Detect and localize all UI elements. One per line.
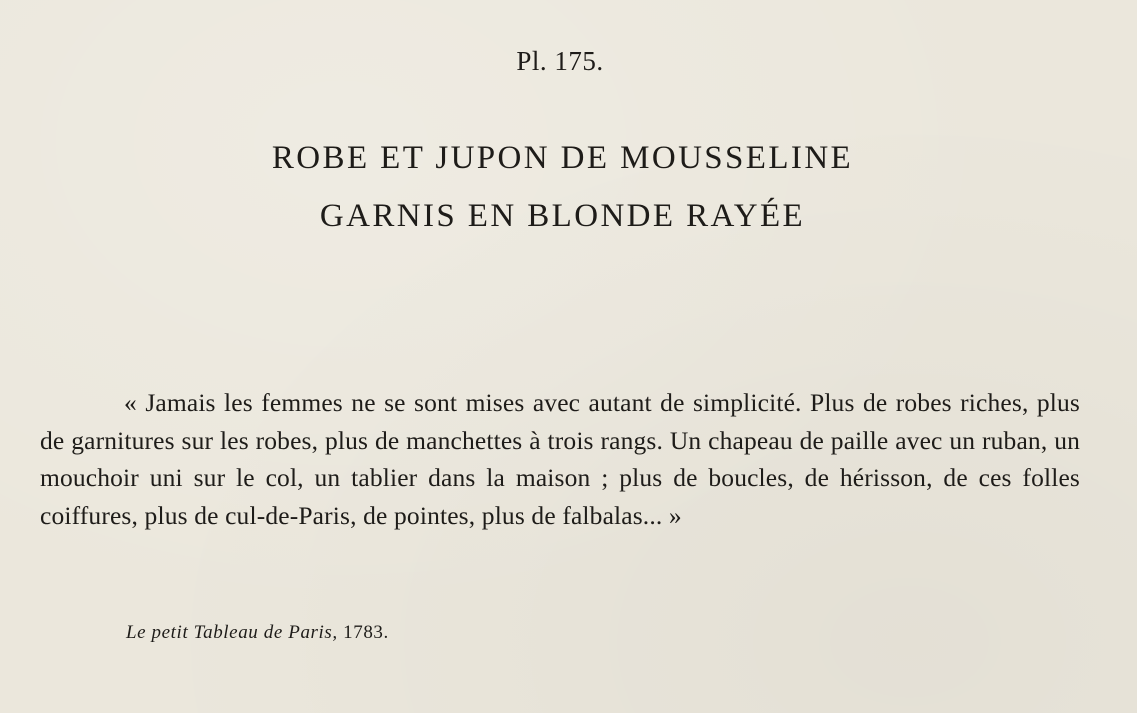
- source-citation: [126, 622, 389, 644]
- plate-number: Pl. 175.: [516, 46, 604, 76]
- quote-paragraph: « Jamais les femmes ne se sont mises avec autant de simplicité. Plus de robes riches, plus de garnitures sur les robes, plus de manchettes à trois rangs. Un chapeau de paille avec un ruban, un mouchoir uni sur le col, un tablier dans la maison ; plus de boucles, de hérisson, de ces folles coiffures, plus de cul-de-Paris, de pointes, plus de falbalas... »: [40, 388, 1080, 530]
- title-line-2: GARNIS EN BLONDE RAYÉE: [319, 198, 806, 234]
- source-title: Le petit Tableau de Paris,: [126, 622, 338, 643]
- source-year: 1783.: [343, 622, 389, 643]
- title-line-1: ROBE ET JUPON DE MOUSSELINE: [271, 140, 854, 176]
